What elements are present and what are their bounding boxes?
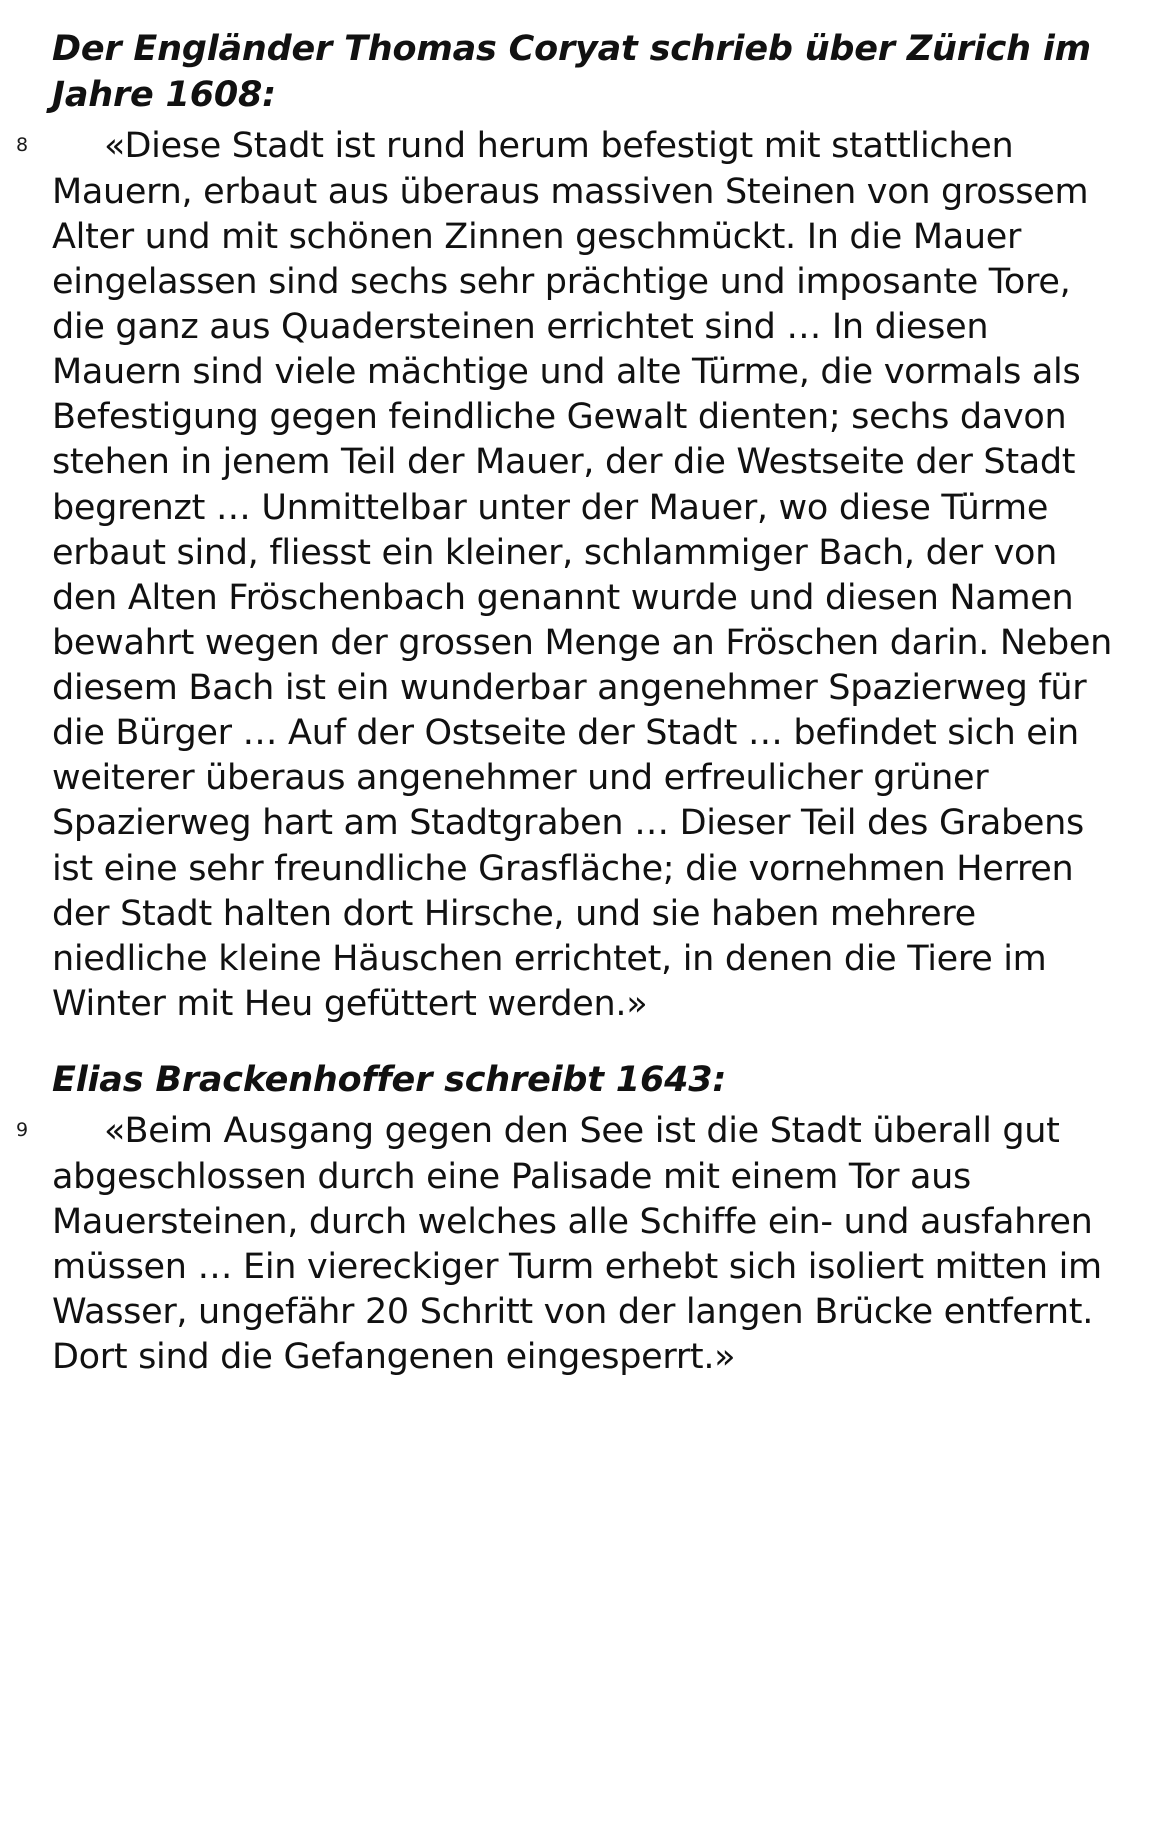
margin-number-9: 9 [16, 1119, 29, 1142]
margin-number-8: 8 [16, 134, 29, 157]
section-intro-brackenhoffer: Elias Brackenhoffer schreibt 1643: [52, 1060, 727, 1101]
quote-block-brackenhoffer [16, 1109, 1124, 1380]
quote-text-brackenhoffer: «Beim Ausgang gegen den See ist die Stadt überall gut abgeschlossen durch eine Palisade mit einem Tor aus Mauersteinen, durch welches alle Schiffe ein- und ausfahren müssen … Ein viereckiger Turm erhebt sich isoliert mitten im Wasser, ungefähr 20 Schritt von der langen Brücke entfernt. Dort sind die Gefangenen eingesperrt.» [52, 1111, 1102, 1378]
quote-block-coryat [16, 124, 1124, 1027]
quote-text-coryat: «Diese Stadt ist rund herum befestigt mit stattlichen Mauern, erbaut aus überaus massiven Steinen von grossem Alter und mit schönen Zinnen geschmückt. In die Mauer eingelassen sind sechs sehr prächtige und imposante Tore, die ganz aus Quadersteinen errichtet sind … In diesen Mauern sind viele mächtige und alte Türme, die vormals als Befestigung gegen feindliche Gewalt dienten; sechs davon stehen in jenem Teil der Mauer, der die Westseite der Stadt begrenzt … Unmittelbar unter der Mauer, wo diese Türme erbaut sind, fliesst ein kleiner, schlammiger Bach, der von den Alten Fröschenbach genannt wurde und diesen Namen bewahrt wegen der grossen Menge an Fröschen darin. Neben diesem Bach ist ein wunderbar angenehmer Spazierweg für die Bürger … Auf der Ostseite der Stadt … befindet sich ein weiterer überaus angenehmer und erfreulicher grüner Spazierweg hart am Stadtgraben … Dieser Teil des Grabens ist eine sehr freundliche Grasfläche; die vornehmen Herren der Stadt halten dort Hirsche, und sie haben mehrere niedliche kleine Häuschen errichtet, in denen die Tiere im Winter mit Heu gefüttert werden.» [52, 126, 1113, 1025]
section-intro-coryat: Der Engländer Thomas Coryat schrieb über Zürich im Jahre 1608: [52, 29, 1091, 116]
